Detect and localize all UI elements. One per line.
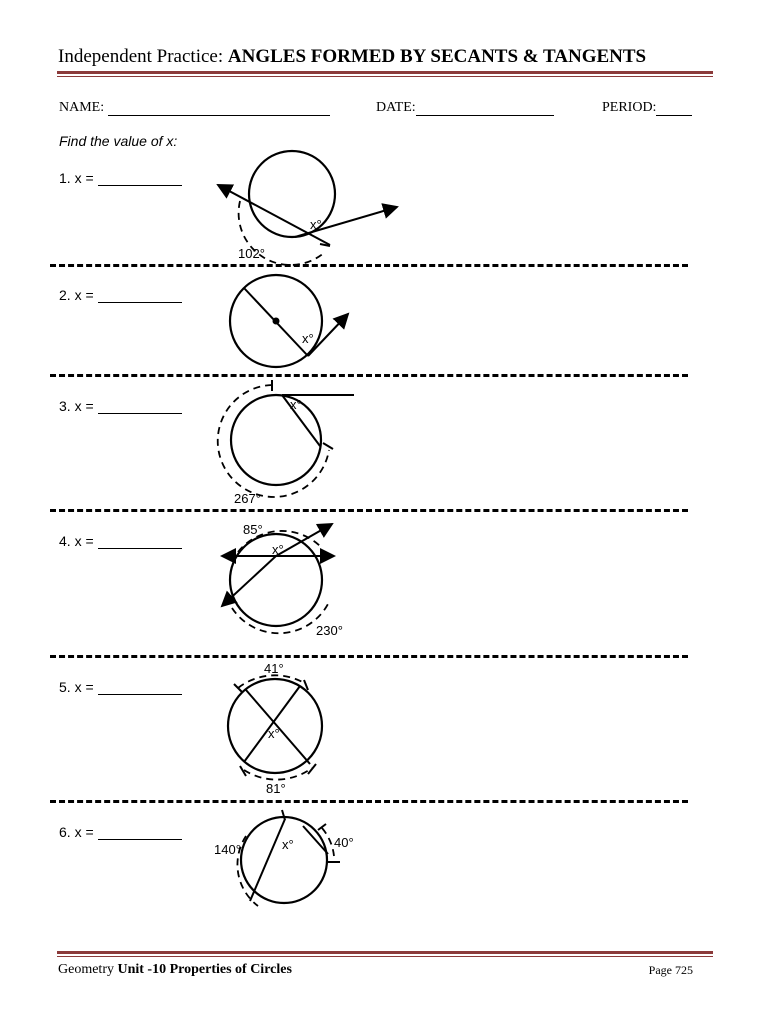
arc-label: 102° bbox=[238, 246, 265, 261]
answer-blank[interactable] bbox=[98, 535, 182, 549]
footer-rule bbox=[57, 951, 713, 957]
question-2[interactable]: 2. x = bbox=[59, 287, 182, 303]
question-1[interactable]: 1. x = bbox=[59, 170, 182, 186]
figure-2 bbox=[220, 270, 370, 370]
instructions: Find the value of x: bbox=[59, 133, 178, 149]
divider bbox=[50, 655, 688, 658]
answer-blank[interactable] bbox=[98, 400, 182, 414]
angle-label: x° bbox=[272, 542, 284, 557]
figure-5 bbox=[210, 660, 340, 796]
angle-label: x° bbox=[290, 397, 302, 412]
name-field[interactable]: NAME: bbox=[59, 100, 330, 116]
divider bbox=[50, 800, 688, 803]
period-field[interactable]: PERIOD: bbox=[602, 100, 692, 116]
angle-label: x° bbox=[302, 331, 314, 346]
figure-6 bbox=[210, 806, 370, 912]
divider bbox=[50, 374, 688, 377]
question-6[interactable]: 6. x = bbox=[59, 824, 182, 840]
answer-blank[interactable] bbox=[98, 172, 182, 186]
answer-blank[interactable] bbox=[98, 681, 182, 695]
figure-1 bbox=[200, 148, 420, 268]
arc-label-left: 140° bbox=[214, 842, 241, 857]
date-field[interactable]: DATE: bbox=[376, 100, 554, 116]
figure-3 bbox=[210, 378, 370, 510]
angle-label: x° bbox=[268, 726, 280, 741]
answer-blank[interactable] bbox=[98, 289, 182, 303]
arc-label: 267° bbox=[234, 491, 261, 506]
footer-course: Geometry Unit -10 Properties of Circles bbox=[58, 962, 292, 977]
angle-label: x° bbox=[282, 837, 294, 852]
angle-label: x° bbox=[310, 217, 322, 232]
question-3[interactable]: 3. x = bbox=[59, 398, 182, 414]
question-5[interactable]: 5. x = bbox=[59, 679, 182, 695]
arc-label-bottom: 230° bbox=[316, 623, 343, 638]
answer-blank[interactable] bbox=[98, 826, 182, 840]
divider bbox=[50, 264, 688, 267]
arc-label-top: 41° bbox=[264, 661, 284, 676]
divider bbox=[50, 509, 688, 512]
arc-label-right: 40° bbox=[334, 835, 354, 850]
page-title: Independent Practice: ANGLES FORMED BY SECANTS & TANGENTS bbox=[58, 46, 647, 67]
figure-4 bbox=[210, 518, 370, 648]
arc-label-top: 85° bbox=[243, 522, 263, 537]
question-4[interactable]: 4. x = bbox=[59, 533, 182, 549]
title-rule bbox=[57, 71, 713, 77]
arc-label-bottom: 81° bbox=[266, 781, 286, 796]
page-number: Page 725 bbox=[648, 963, 693, 977]
